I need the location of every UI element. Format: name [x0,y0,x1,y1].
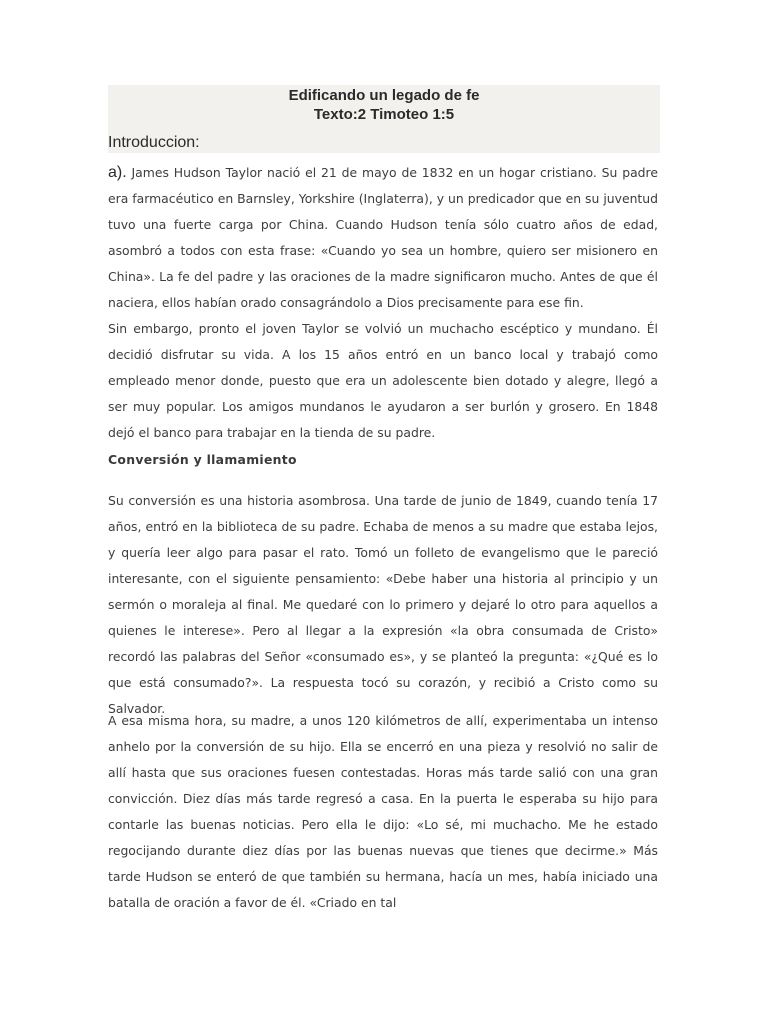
intro-paragraph-1-text: James Hudson Taylor nació el 21 de mayo de 1832 en un hogar cristiano. Su padre era farmacéutico en Barnsley, Yorkshire (Inglaterra), y un predicador que en su juventud tuvo una fuerte carga por China. Cuando Hudson tenía sólo cuatro años de edad, asombró a todos con esta frase: «Cuando yo sea un hombre, quiero ser misionero en China». La fe del padre y las oraciones de la madre significaron mucho. Antes de que él naciera, ellos habían orado consagrándolo a Dios precisamente para ese fin. [108,165,658,310]
intro-paragraph-2-text: Sin embargo, pronto el joven Taylor se volvió un muchacho escéptico y mundano. Él decidió disfrutar su vida. A los 15 años entró en un banco local y trabajó como empleado menor donde, puesto que era un adolescente bien dotado y alegre, llegó a ser muy popular. Los amigos mundanos le ayudaron a ser burlón y grosero. En 1848 dejó el banco para trabajar en la tienda de su padre. [108,321,658,440]
intro-paragraph-2 [108,316,658,446]
conversion-paragraph-1-text: Su conversión es una historia asombrosa. Una tarde de junio de 1849, cuando tenía 17 años, entró en la biblioteca de su padre. Echaba de menos a su madre que estaba lejos, y quería leer algo para pasar el rato. Tomó un folleto de evangelismo que le pareció interesante, con el siguiente pensamiento: «Debe haber una historia al principio y un sermón o moraleja al final. Me quedaré con lo primero y dejaré lo otro para aquellos a quienes le interese». Pero al llegar a la expresión «la obra consumada de Cristo» recordó las palabras del Señor «consumado es», y se planteó la pregunta: «¿Qué es lo que está consumado?». La respuesta tocó su corazón, y recibió a Cristo como su Salvador. [108,493,658,716]
intro-heading: Introduccion: [108,134,200,151]
list-marker: a). [108,164,127,181]
conversion-paragraph-2-text: A esa misma hora, su madre, a unos 120 kilómetros de allí, experimentaba un intenso anhelo por la conversión de su hijo. Ella se encerró en una pieza y resolvió no salir de allí hasta que sus oraciones fuesen contestadas. Horas más tarde salió con una gran convicción. Diez días más tarde regresó a casa. En la puerta le esperaba su hijo para contarle las buenas noticias. Pero ella le dijo: «Lo sé, mi muchacho. Me he estado regocijando durante diez días por las buenas nuevas que tienes que decirme.» Más tarde Hudson se enteró de que también su hermana, hacía un mes, había iniciado una batalla de oración a favor de él. «Criado en tal [108,713,658,910]
document-title: Edificando un legado de fe [288,87,480,104]
section-heading: Conversión y llamamiento [108,452,297,467]
intro-paragraph-1 [108,160,658,316]
document-subtitle: Texto:2 Timoteo 1:5 [313,106,455,123]
conversion-paragraph-2 [108,708,658,916]
conversion-paragraph-1 [108,488,658,722]
